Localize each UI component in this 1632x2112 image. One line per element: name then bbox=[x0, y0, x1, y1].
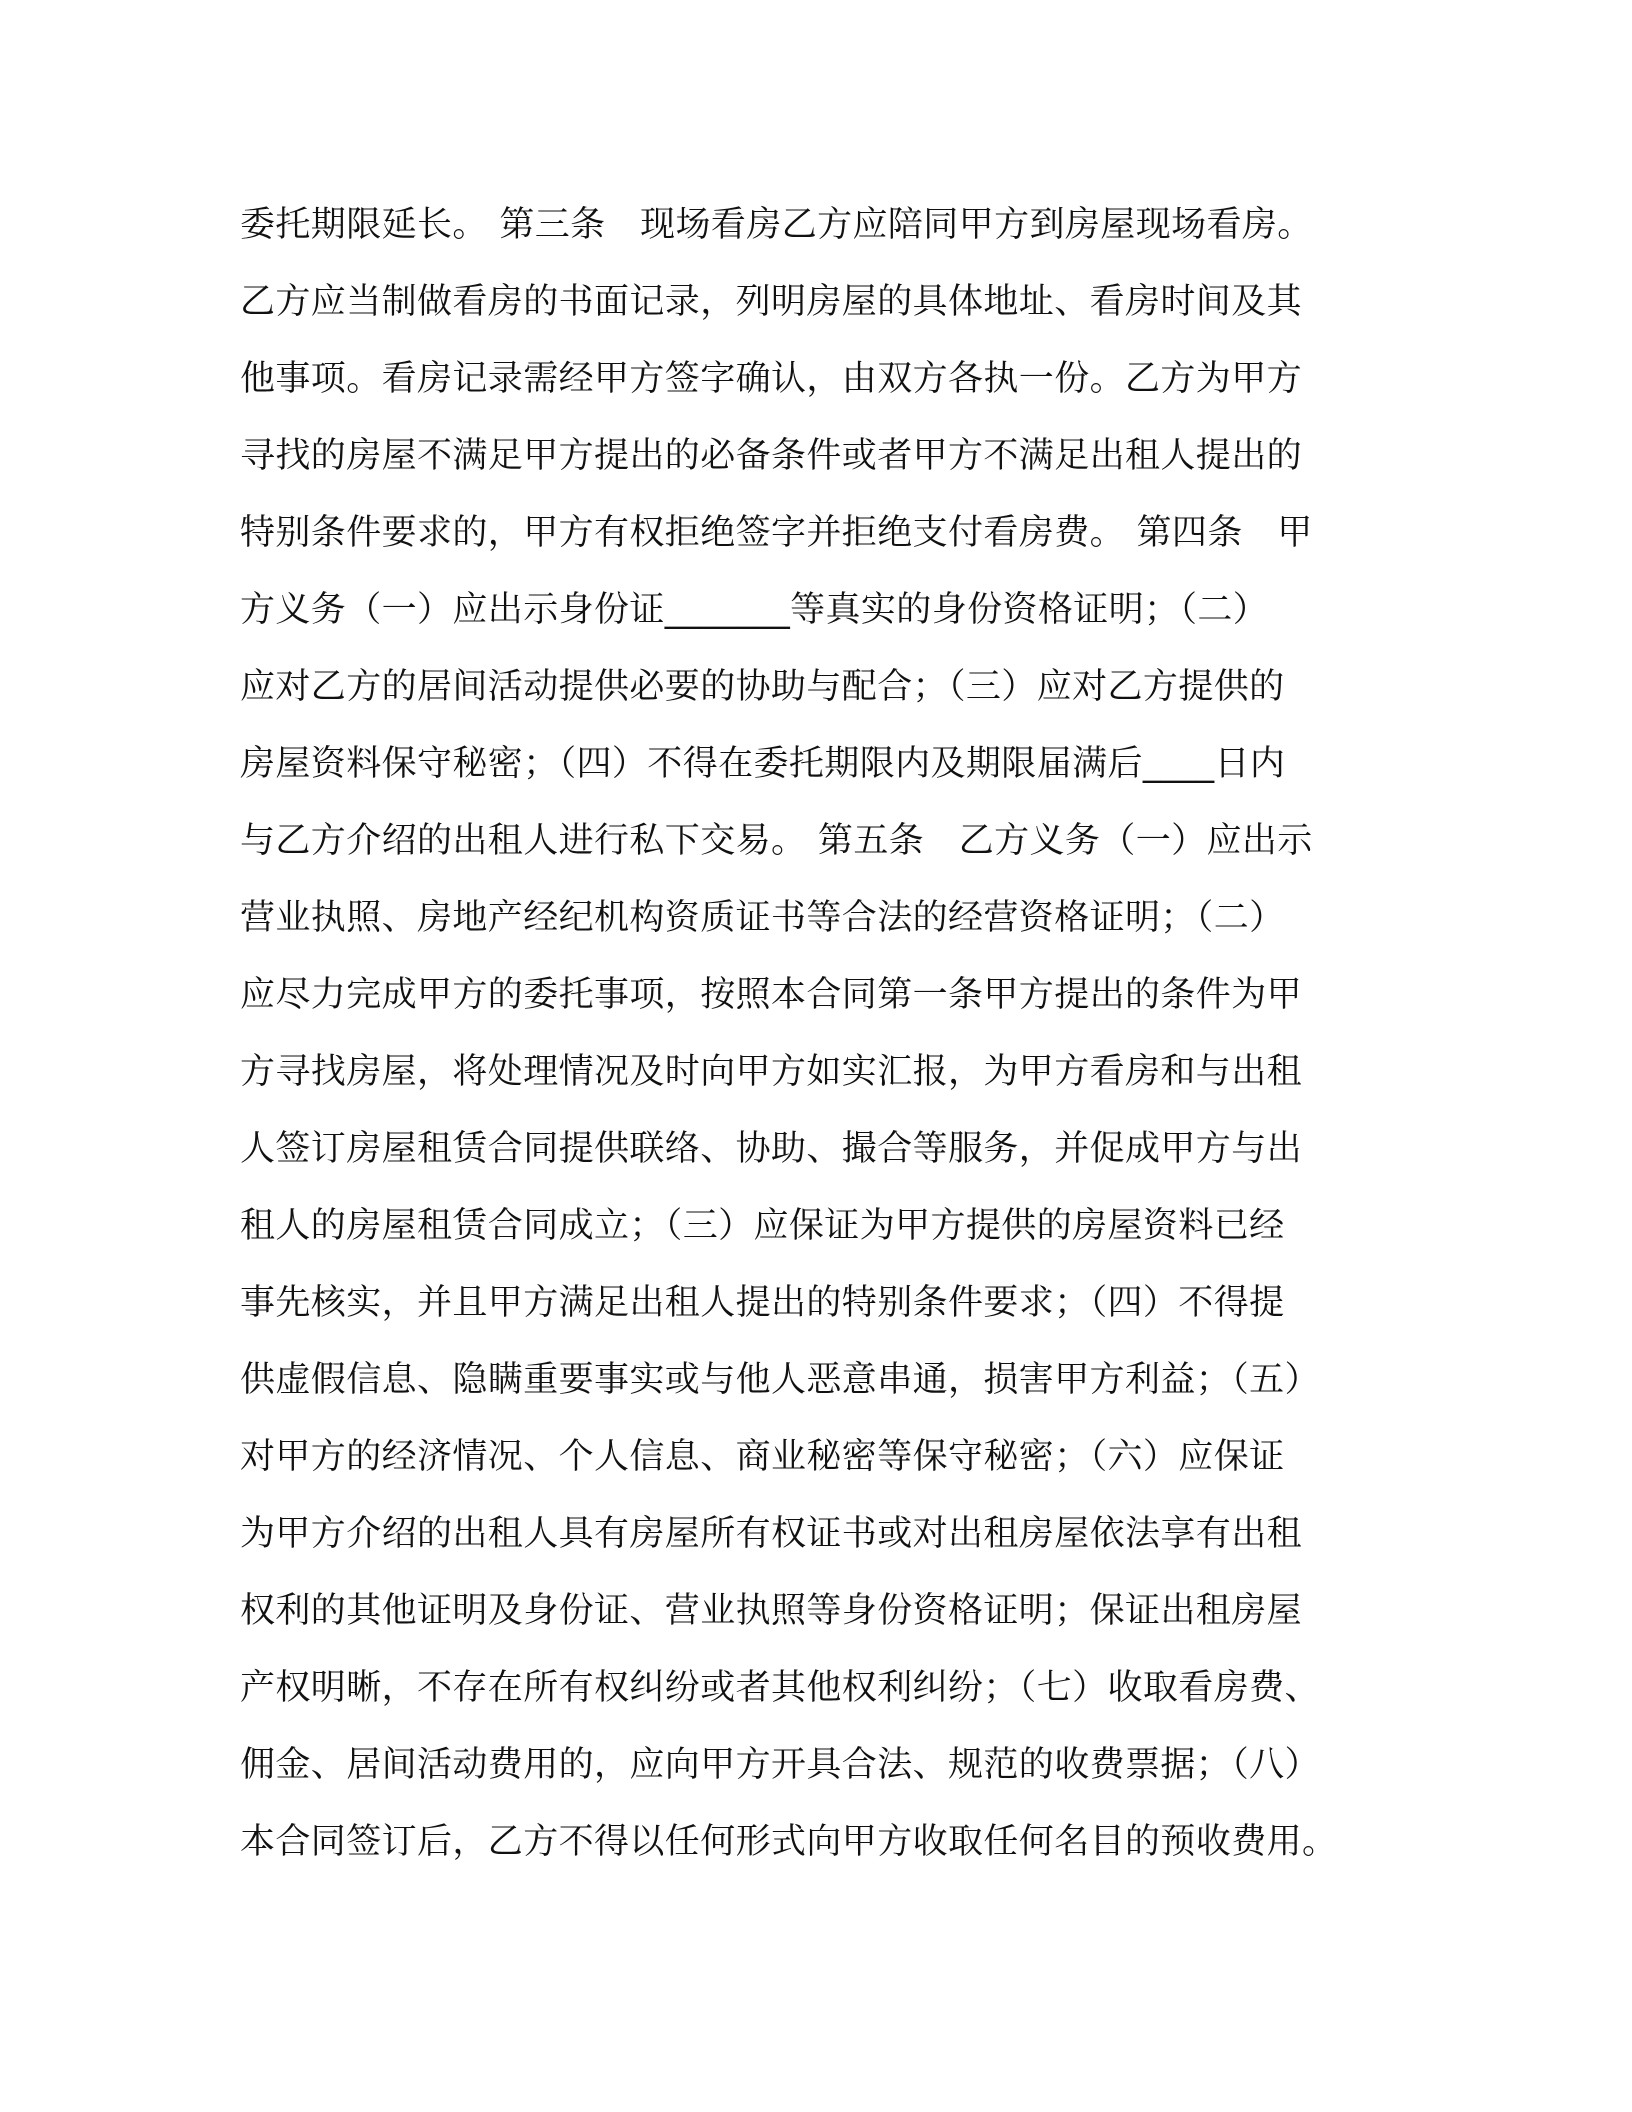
text-line: 与乙方介绍的出租人进行私下交易。 第五条 乙方义务（一）应出示 bbox=[240, 821, 1313, 861]
text-line: 租人的房屋租赁合同成立；（三）应保证为甲方提供的房屋资料已经 bbox=[240, 1206, 1285, 1246]
text-line: 对甲方的经济情况、个人信息、商业秘密等保守秘密；（六）应保证 bbox=[240, 1437, 1285, 1477]
text-line: 寻找的房屋不满足甲方提出的必备条件或者甲方不满足出租人提出的 bbox=[240, 436, 1303, 476]
text-line: 产权明晰，不存在所有权纠纷或者其他权利纠纷；（七）收取看房费、 bbox=[240, 1668, 1320, 1708]
text-line: 人签订房屋租赁合同提供联络、协助、撮合等服务，并促成甲方与出 bbox=[240, 1129, 1303, 1169]
text-line: 乙方应当制做看房的书面记录，列明房屋的具体地址、看房时间及其 bbox=[240, 282, 1303, 322]
text-line: 权利的其他证明及身份证、营业执照等身份资格证明；保证出租房屋 bbox=[240, 1591, 1303, 1631]
text-line: 佣金、居间活动费用的，应向甲方开具合法、规范的收费票据；（八） bbox=[240, 1745, 1320, 1785]
text-line: 房屋资料保守秘密；（四）不得在委托期限内及期限届满后____日内 bbox=[240, 744, 1286, 784]
contract-body-text bbox=[240, 187, 1400, 1881]
text-line: 应对乙方的居间活动提供必要的协助与配合；（三）应对乙方提供的 bbox=[240, 667, 1285, 707]
text-line: 供虚假信息、隐瞒重要事实或与他人恶意串通，损害甲方利益；（五） bbox=[240, 1360, 1320, 1400]
text-line: 方义务（一）应出示身份证_______等真实的身份资格证明；（二） bbox=[240, 590, 1269, 630]
text-line: 特别条件要求的，甲方有权拒绝签字并拒绝支付看房费。 第四条 甲 bbox=[240, 513, 1313, 553]
text-line: 本合同签订后，乙方不得以任何形式向甲方收取任何名目的预收费用。 bbox=[240, 1822, 1338, 1862]
text-line: 营业执照、房地产经纪机构资质证书等合法的经营资格证明；（二） bbox=[240, 898, 1285, 938]
text-line: 方寻找房屋，将处理情况及时向甲方如实汇报，为甲方看房和与出租 bbox=[240, 1052, 1303, 1092]
text-line: 应尽力完成甲方的委托事项，按照本合同第一条甲方提出的条件为甲 bbox=[240, 975, 1303, 1015]
text-line: 他事项。看房记录需经甲方签字确认，由双方各执一份。乙方为甲方 bbox=[240, 359, 1303, 399]
text-line: 委托期限延长。 第三条 现场看房乙方应陪同甲方到房屋现场看房。 bbox=[240, 205, 1313, 245]
text-line: 为甲方介绍的出租人具有房屋所有权证书或对出租房屋依法享有出租 bbox=[240, 1514, 1303, 1554]
text-line: 事先核实，并且甲方满足出租人提出的特别条件要求；（四）不得提 bbox=[240, 1283, 1285, 1323]
